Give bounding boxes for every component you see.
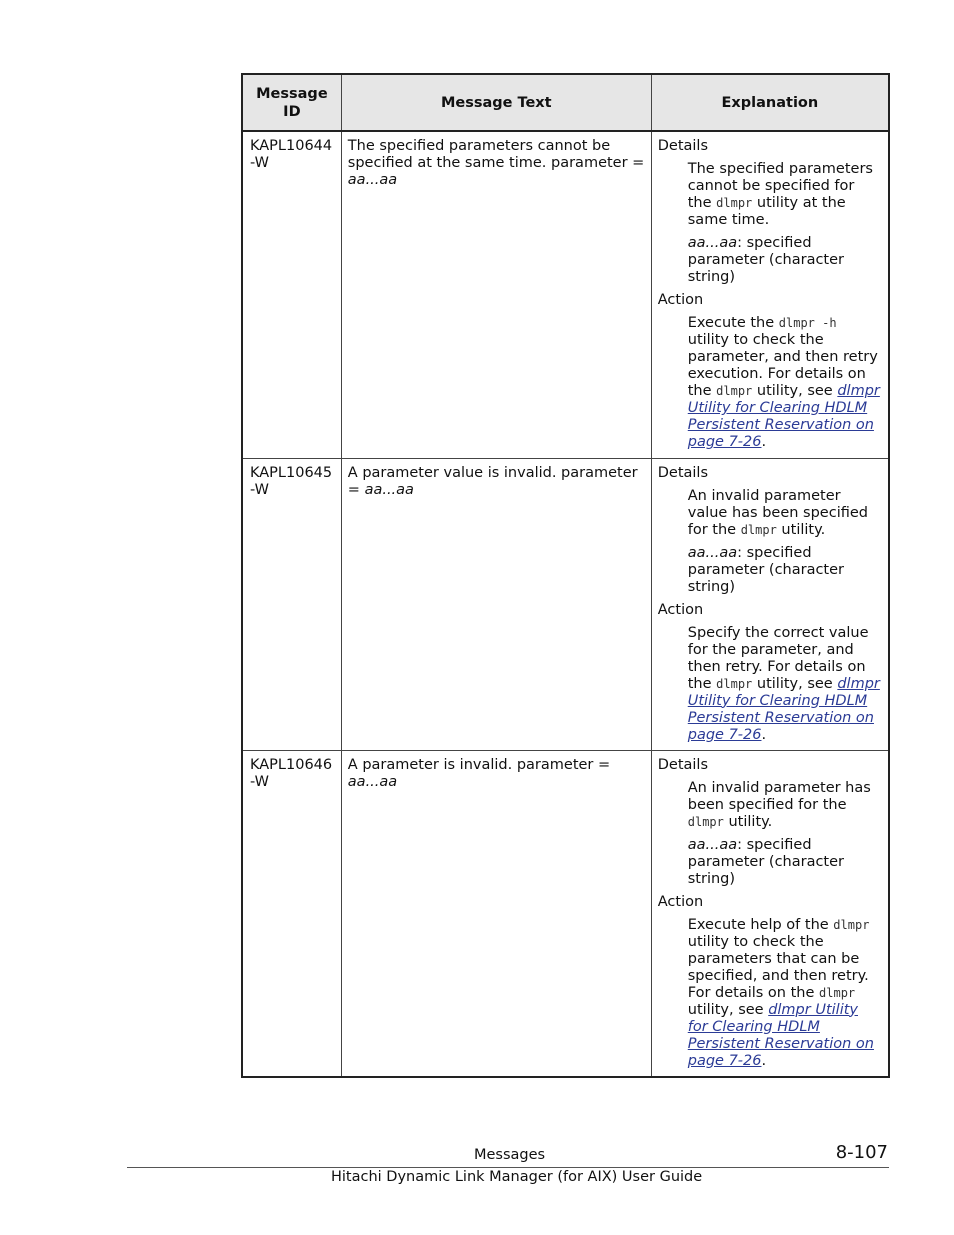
action-text: Execute the dlmpr -h utility to check the parameter, and then retry execution. For details on the dlmpr utility, see dlmpr Utility for Clearing HDLM Persistent Reservation on page 7-26.: [687, 315, 880, 450]
footer-section-title: Messages: [474, 1147, 546, 1163]
cross-reference-link[interactable]: dlmpr Utility for Clearing HDLM Persistent Reservation on page 7-26: [687, 383, 880, 450]
action-label: Action: [657, 893, 704, 910]
action-label: Action: [657, 292, 704, 308]
message-id: KAPL10644-W: [242, 131, 341, 458]
header-message-text: Message Text: [341, 74, 651, 131]
table-row: [242, 131, 889, 458]
details-text: The specified parameters cannot be specified for the dlmpr utility at the same time.: [687, 161, 873, 228]
details-label: Details: [657, 756, 709, 773]
details-label: Details: [657, 464, 709, 481]
code-dlmpr: dlmpr: [687, 814, 724, 829]
footer-book-title: Hitachi Dynamic Link Manager (for AIX) User Guide: [331, 1169, 703, 1185]
parameter-variable: aa...aa: [347, 172, 398, 188]
header-message-id: Message ID: [242, 74, 341, 131]
table-header-row: [242, 74, 889, 131]
parameter-variable: aa...aa: [364, 481, 414, 498]
variable-description: aa...aa: specified parameter (character string): [687, 544, 845, 595]
message-text: A parameter value is invalid. parameter = aa...aa: [341, 458, 651, 750]
parameter-variable: aa...aa: [347, 773, 398, 790]
action-text: Execute help of the dlmpr utility to check the parameters that can be specified, and then retry. For details on the dlmpr utility, see dlmpr Utility for Clearing HDLM Persistent Reservation on page 7-26.: [687, 916, 874, 1069]
message-id: KAPL10645-W: [242, 458, 341, 750]
details-text: An invalid parameter has been specified for the dlmpr utility.: [687, 779, 871, 830]
explanation: [651, 458, 889, 750]
table-row: [242, 458, 889, 750]
variable-description: aa...aa: specified parameter (character string): [687, 836, 845, 887]
cross-reference-link[interactable]: dlmpr Utility for Clearing HDLM Persistent Reservation on page 7-26: [687, 675, 880, 743]
action-text: Specify the correct value for the parameter, and then retry. For details on the dlmpr utility, see dlmpr Utility for Clearing HDLM Persistent Reservation on page 7-26.: [687, 624, 880, 743]
details-label: Details: [657, 138, 709, 154]
table-row: [242, 750, 889, 1077]
footer-divider: [127, 1167, 889, 1168]
variable-description: aa...aa: specified parameter (character string): [687, 235, 845, 285]
cross-reference-link[interactable]: dlmpr Utility for Clearing HDLM Persistent Reservation on page 7-26: [687, 1001, 874, 1069]
details-text: An invalid parameter value has been specified for the dlmpr utility.: [687, 487, 868, 538]
header-explanation: Explanation: [651, 74, 889, 131]
page-number: 8-107: [835, 1142, 888, 1163]
code-dlmpr: dlmpr: [740, 522, 777, 537]
code-dlmpr-h: dlmpr -h: [778, 316, 837, 330]
action-label: Action: [657, 601, 704, 618]
explanation: [651, 750, 889, 1077]
message-id: KAPL10646-W: [242, 750, 341, 1077]
message-text: A parameter is invalid. parameter = aa...aa: [341, 750, 651, 1077]
message-text: The specified parameters cannot be specified at the same time. parameter = aa...aa: [341, 131, 651, 458]
explanation: [651, 131, 889, 458]
messages-table: [241, 73, 890, 1078]
code-dlmpr: dlmpr: [716, 196, 753, 210]
